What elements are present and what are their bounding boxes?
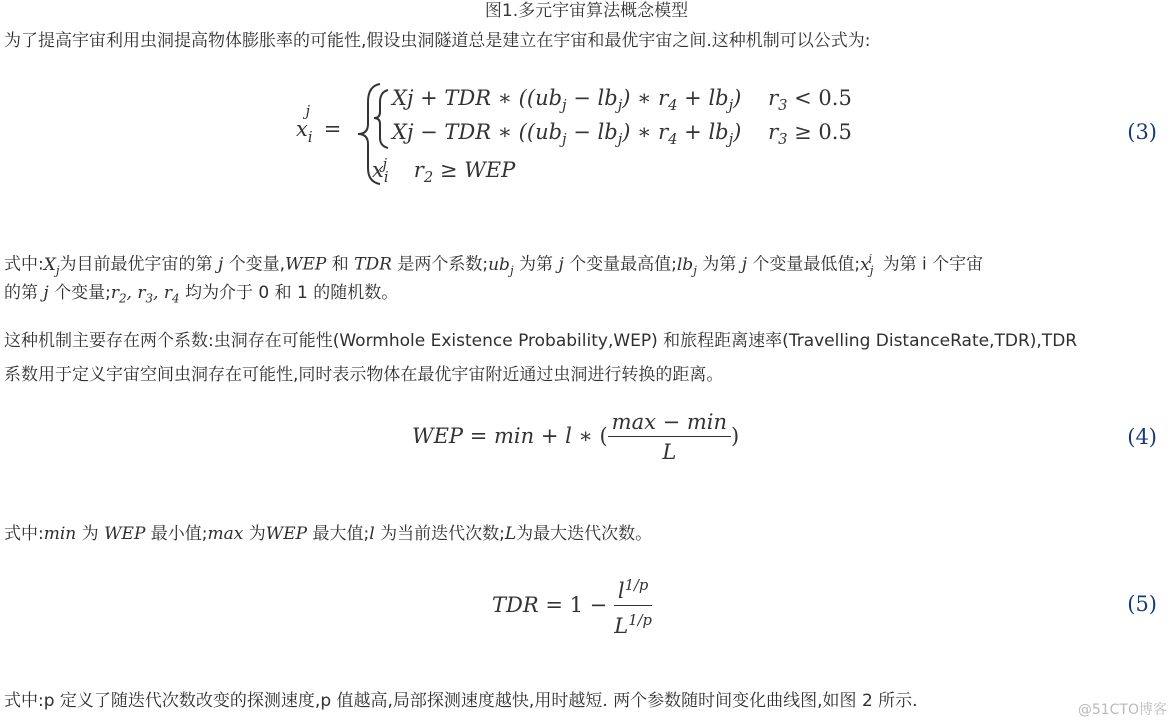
eq3-lhs: $x_i^j$ = <box>296 103 342 146</box>
paragraph-2-line-1: 式中$:X_j$为目前最优宇宙的第 j 个变量,WEP 和 TDR 是两个系数$;ub_j$ 为第 j 个变量最高值$;lb_j$ 为第 j 个变量最低值$;x_j^i$ 为第 i 个宇宙 <box>4 252 984 278</box>
paragraph-2-line-2: 的第 j 个变量$;r_2$, $r_3$, $r_4$ 均为介于 0 和 1 的随机数。 <box>4 283 399 306</box>
paragraph-5: 式中:p 定义了随迭代次数改变的探测速度,p 值越高,局部探测速度越快,用时越短. 两个参数随时间变化曲线图,如图 2 所示. <box>4 691 918 711</box>
eq4-body: WEP = min + l ∗ ( $\frac{\max - \min}{L}$ ) <box>412 410 740 464</box>
eq4-number: (4) <box>1127 425 1157 449</box>
eq3-case3: $x_i^j$ $r_2$ ≥ WEP <box>372 156 516 187</box>
eq3-case2: Xj − TDR ∗ ($(ub_j - lb_j)$ ∗ $r_4 + lb_j$) $r_3 \ge 0.5$ <box>392 120 852 149</box>
paragraph-1: 为了提高宇宙利用虫洞提高物体膨胀率的可能性,假设虫洞隧道总是建立在宇宙和最优宇宙之间.这种机制可以公式为: <box>4 31 871 51</box>
eq5-number: (5) <box>1127 592 1157 616</box>
paragraph-4: 式中:min 为 WEP 最小值;max 为WEP 最大值;l 为当前迭代次数;L为最大迭代次数。 <box>4 524 653 544</box>
paragraph-3-line-1: 这种机制主要存在两个系数:虫洞存在可能性(Wormhole Existence Probability,WEP) 和旅程距离速率(Travelling DistanceRate,TDR),TDR <box>4 331 1078 351</box>
paragraph-3-line-2: 系数用于定义宇宙空间虫洞存在可能性,同时表示物体在最优宇宙附近通过虫洞进行转换的距离。 <box>4 365 724 385</box>
eq3-case1: Xj + TDR ∗ ($(ub_j - lb_j)$ ∗ $r_4 + lb_j$) $r_3 < 0.5$ <box>392 86 852 115</box>
watermark: @51CTO博客 <box>1077 702 1167 718</box>
figure-caption: 图1.多元宇宙算法概念模型 <box>484 1 689 21</box>
eq3-number: (3) <box>1127 120 1157 144</box>
eq5-body: TDR = 1 − $\frac{l^{1/p}}{L^{1/p}}$ <box>492 572 652 641</box>
